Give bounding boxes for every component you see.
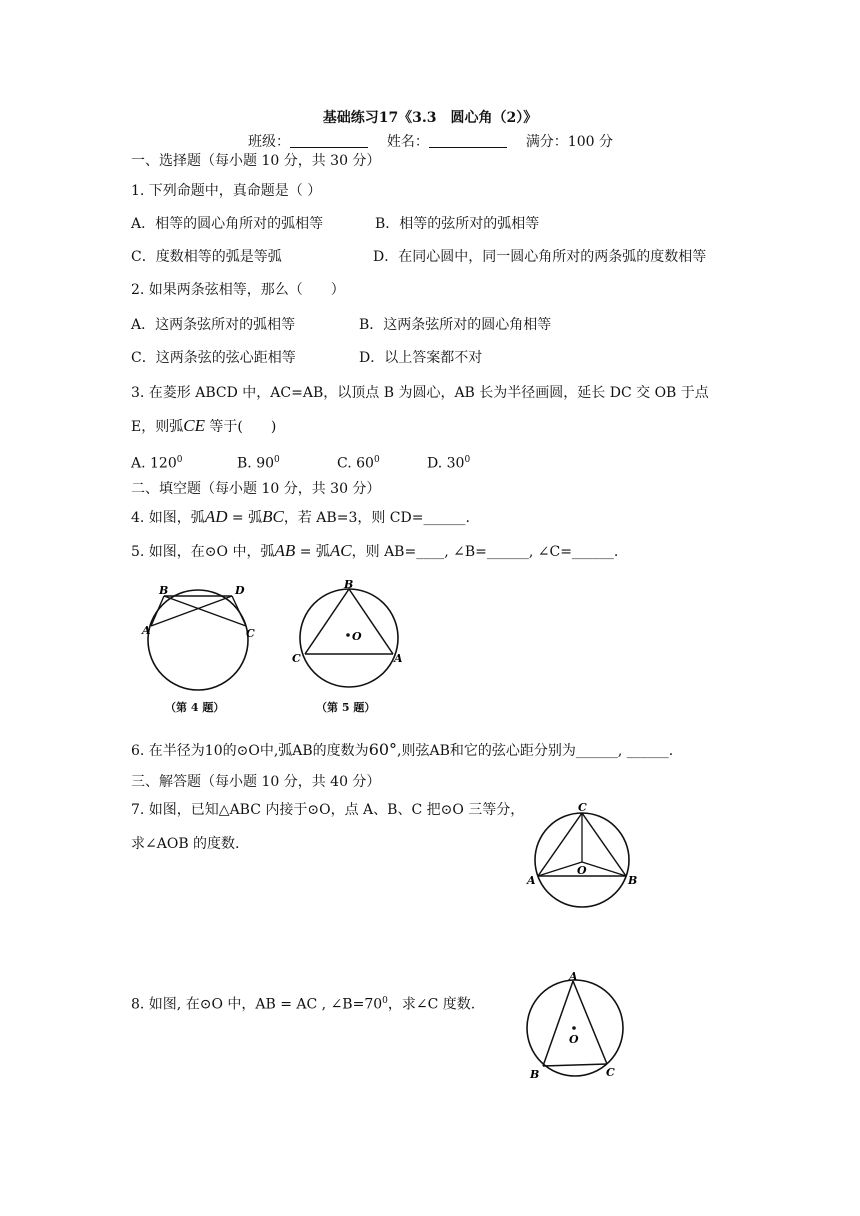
q3-stem-line1: 3. 在菱形 ABCD 中，AC=AB，以顶点 B 为圆心，AB 长为半径画圆，延长 DC 交 OB 于点 bbox=[131, 385, 709, 401]
q3-arc-ce: CE bbox=[183, 416, 205, 435]
class-label: 班级： bbox=[248, 134, 290, 150]
fig4-caption: （第 4 题） bbox=[165, 701, 225, 714]
name-label: 姓名： bbox=[386, 134, 429, 150]
q6-text: 6. 在半径为10的⊙O中,弧AB的度数为60°,则弦AB和它的弦心距分别为______, ______. bbox=[131, 740, 674, 759]
fig7-label-a: A bbox=[527, 874, 536, 887]
q5-text: 5. 如图，在⊙O 中，弧AB = 弧AC，则 AB=____, ∠B=______, ∠C=______. bbox=[131, 541, 619, 560]
header-info bbox=[248, 131, 613, 151]
fig5-label-b: B bbox=[344, 578, 354, 591]
fig4-label-d: D bbox=[235, 584, 245, 597]
fig5-label-c: C bbox=[292, 652, 301, 665]
section-fill: 二、填空题（每小题 10 分，共 30 分） bbox=[131, 481, 381, 497]
q3-arc-prefix: E，则弧 bbox=[131, 419, 184, 435]
q1-options-row1 bbox=[131, 215, 539, 233]
fig8-label-b: B bbox=[530, 1068, 540, 1081]
q1-option-c: C．度数相等的弧是等弧 bbox=[131, 249, 282, 265]
q1-stem: 1. 下列命题中，真命题是（ ） bbox=[131, 183, 322, 199]
section-answer: 三、解答题（每小题 10 分，共 40 分） bbox=[131, 774, 381, 790]
fig7-label-b: B bbox=[628, 874, 638, 887]
fig8-label-c: C bbox=[606, 1066, 615, 1079]
q3-option-c: C. $60^0$ bbox=[337, 455, 380, 472]
q1-option-a: A．相等的圆心角所对的弧相等 bbox=[131, 216, 324, 232]
q3-option-b: B. $90^0$ bbox=[237, 455, 280, 472]
q2-option-a: A．这两条弦所对的弧相等 bbox=[131, 317, 296, 333]
q2-options-row2 bbox=[131, 349, 482, 367]
q3-options bbox=[131, 451, 470, 473]
fig4-label-c: C bbox=[246, 627, 255, 640]
q4-text: 4. 如图，弧AD = 弧BC，若 AB=3，则 CD=______. bbox=[131, 507, 470, 526]
fig7-label-c: C bbox=[578, 801, 587, 814]
figure-q7 bbox=[525, 800, 645, 912]
q8-text: 8. 如图, 在⊙O 中，AB = AC , $\angle B=70^0$，求∠C 度数. bbox=[131, 996, 476, 1013]
q3-option-a: A. $120^0$ bbox=[131, 455, 183, 472]
q3-stem-line2 bbox=[131, 417, 276, 436]
figure-q4 bbox=[140, 582, 260, 692]
section-choice: 一、选择题（每小题 10 分，共 30 分） bbox=[131, 153, 381, 169]
figure-q5 bbox=[290, 576, 406, 690]
class-blank bbox=[290, 133, 368, 148]
q1-option-b: B．相等的弦所对的弧相等 bbox=[375, 216, 540, 232]
q2-option-c: C．这两条弦的弦心距相等 bbox=[131, 350, 296, 366]
figure-q8 bbox=[515, 970, 635, 1086]
q2-stem: 2. 如果两条弦相等，那么（ ） bbox=[131, 282, 345, 298]
q7-line2: 求∠AOB 的度数. bbox=[131, 836, 240, 852]
q3-option-d: D. $30^0$ bbox=[427, 455, 471, 472]
fig5-label-o: O bbox=[352, 630, 362, 643]
full-score: 满分：100 分 bbox=[525, 134, 613, 150]
q2-options-row1 bbox=[131, 316, 551, 334]
q7-line1: 7. 如图，已知△ABC 内接于⊙O，点 A、B、C 把⊙O 三等分， bbox=[131, 802, 525, 818]
fig4-label-b: B bbox=[159, 584, 169, 597]
fig4-label-a: A bbox=[142, 624, 151, 637]
q2-option-d: D．以上答案都不对 bbox=[359, 350, 483, 366]
worksheet-title: 基础练习17《3.3 圆心角（2）》 bbox=[322, 110, 538, 126]
fig5-caption: （第 5 题） bbox=[316, 701, 376, 714]
fig7-label-o: O bbox=[577, 864, 587, 877]
q2-option-b: B．这两条弦所对的圆心角相等 bbox=[359, 317, 552, 333]
q1-options-row2 bbox=[131, 248, 706, 266]
name-blank bbox=[429, 133, 507, 148]
q1-option-d: D．在同心圆中，同一圆心角所对的两条弧的度数相等 bbox=[373, 249, 707, 265]
fig5-label-a: A bbox=[394, 652, 403, 665]
fig8-label-a: A bbox=[569, 970, 578, 983]
fig8-label-o: O bbox=[569, 1033, 579, 1046]
q3-equals: 等于( ) bbox=[204, 419, 277, 435]
